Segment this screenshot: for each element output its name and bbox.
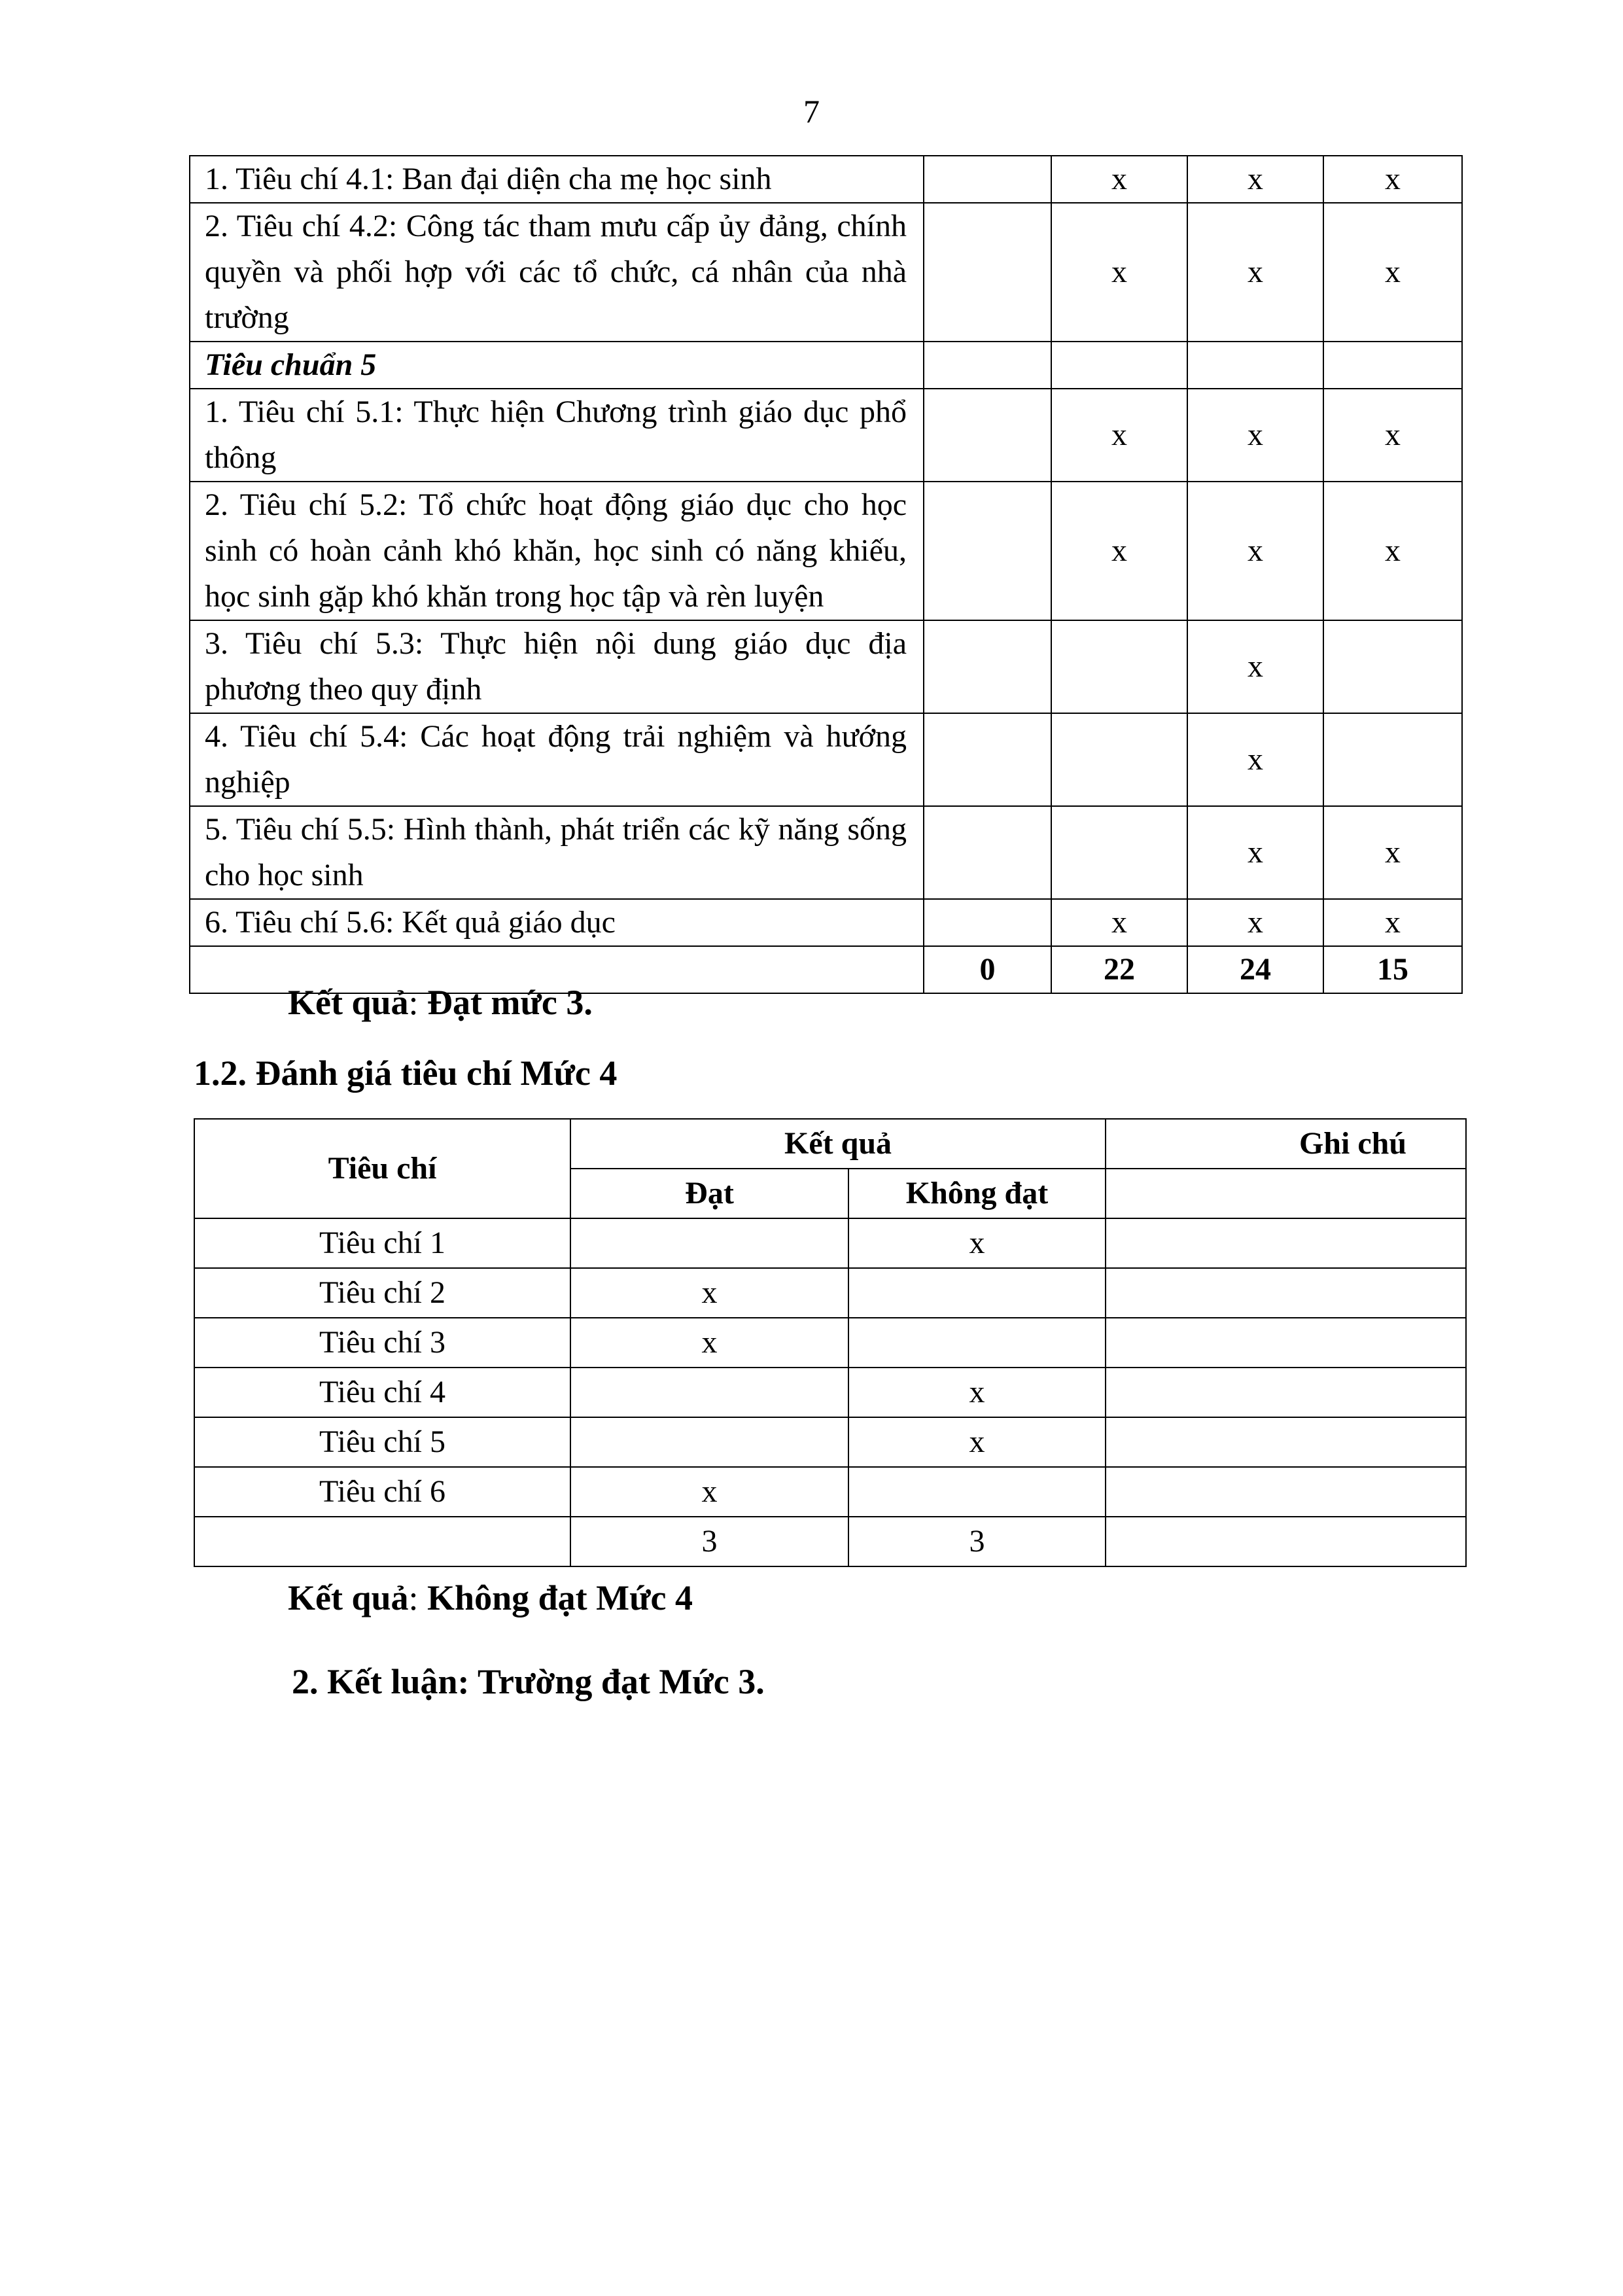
level-cell xyxy=(924,806,1051,899)
table-row xyxy=(194,1218,1466,1268)
table-row xyxy=(190,342,1462,389)
level-cell: x xyxy=(1323,899,1462,946)
total-level-4: 15 xyxy=(1323,946,1462,993)
note-cell xyxy=(1106,1417,1466,1467)
level-cell: x xyxy=(1323,156,1462,203)
result-prefix: Kết quả xyxy=(288,983,409,1022)
criterion-name: Tiêu chí 2 xyxy=(194,1268,570,1318)
note-cell xyxy=(1106,1268,1466,1318)
level-cell: x xyxy=(1051,899,1187,946)
level-cell xyxy=(924,620,1051,713)
level-cell xyxy=(924,899,1051,946)
criterion-label: 1. Tiêu chí 4.1: Ban đại diện cha mẹ học sinh xyxy=(190,156,924,203)
pass-cell: x xyxy=(570,1318,848,1368)
level-cell xyxy=(1323,342,1462,389)
section-heading: 1.2. Đánh giá tiêu chí Mức 4 xyxy=(194,1053,618,1093)
totals-row xyxy=(194,1517,1466,1566)
level-cell xyxy=(1051,342,1187,389)
level-cell: x xyxy=(1323,389,1462,482)
pass-cell: x xyxy=(570,1467,848,1517)
level-cell xyxy=(1187,342,1323,389)
level-cell: x xyxy=(1323,203,1462,342)
result-value: Không đạt Mức 4 xyxy=(418,1578,693,1617)
standard-4-5-evaluation-table xyxy=(189,155,1463,994)
level-cell xyxy=(1051,713,1187,806)
fail-cell xyxy=(848,1318,1106,1368)
totals-label xyxy=(194,1517,570,1566)
level-cell xyxy=(1051,620,1187,713)
total-level-2: 22 xyxy=(1051,946,1187,993)
table-row xyxy=(190,713,1462,806)
level-cell: x xyxy=(1051,203,1187,342)
level-cell: x xyxy=(1187,156,1323,203)
page-number: 7 xyxy=(803,93,820,130)
level-cell: x xyxy=(1187,389,1323,482)
level-cell: x xyxy=(1187,482,1323,620)
pass-header: Đạt xyxy=(570,1169,848,1218)
result-colon: : xyxy=(408,983,419,1022)
result-level-4 xyxy=(288,1577,693,1619)
level-cell xyxy=(924,156,1051,203)
level-cell: x xyxy=(1187,203,1323,342)
criterion-label: 4. Tiêu chí 5.4: Các hoạt động trải nghiệm và hướng nghiệp xyxy=(190,713,924,806)
level-cell xyxy=(924,713,1051,806)
total-level-3: 24 xyxy=(1187,946,1323,993)
table-row xyxy=(190,806,1462,899)
fail-cell xyxy=(848,1467,1106,1517)
fail-cell: x xyxy=(848,1368,1106,1417)
criterion-label: 1. Tiêu chí 5.1: Thực hiện Chương trình giáo dục phổ thông xyxy=(190,389,924,482)
criterion-name: Tiêu chí 5 xyxy=(194,1417,570,1467)
pass-cell: x xyxy=(570,1268,848,1318)
result-header: Kết quả xyxy=(570,1119,1106,1169)
level-cell: x xyxy=(1187,899,1323,946)
note-cell xyxy=(1106,1318,1466,1368)
pass-cell xyxy=(570,1218,848,1268)
table-row xyxy=(190,482,1462,620)
table-row xyxy=(194,1467,1466,1517)
table-row xyxy=(194,1417,1466,1467)
level-4-evaluation-table xyxy=(194,1118,1467,1567)
table-row xyxy=(190,389,1462,482)
criterion-label: 3. Tiêu chí 5.3: Thực hiện nội dung giáo dục địa phương theo quy định xyxy=(190,620,924,713)
fail-cell: x xyxy=(848,1218,1106,1268)
note-cell xyxy=(1106,1218,1466,1268)
level-cell xyxy=(1323,620,1462,713)
pass-cell xyxy=(570,1417,848,1467)
result-prefix: Kết quả xyxy=(288,1578,409,1617)
result-colon: : xyxy=(408,1578,419,1617)
criterion-name: Tiêu chí 6 xyxy=(194,1467,570,1517)
criterion-name: Tiêu chí 3 xyxy=(194,1318,570,1368)
table-row xyxy=(194,1368,1466,1417)
level-cell: x xyxy=(1187,806,1323,899)
level-cell xyxy=(924,342,1051,389)
fail-cell: x xyxy=(848,1417,1106,1467)
table-row xyxy=(194,1268,1466,1318)
criterion-label: 6. Tiêu chí 5.6: Kết quả giáo dục xyxy=(190,899,924,946)
table-row xyxy=(190,203,1462,342)
note-header: Ghi chú xyxy=(1106,1119,1466,1169)
table-row xyxy=(194,1318,1466,1368)
result-value: Đạt mức 3. xyxy=(418,983,593,1022)
table-row xyxy=(190,620,1462,713)
level-cell: x xyxy=(1051,482,1187,620)
criterion-name: Tiêu chí 4 xyxy=(194,1368,570,1417)
level-cell xyxy=(1051,806,1187,899)
level-cell: x xyxy=(1187,713,1323,806)
level-cell xyxy=(924,203,1051,342)
table-row xyxy=(190,899,1462,946)
fail-header: Không đạt xyxy=(848,1169,1106,1218)
criterion-label: 2. Tiêu chí 4.2: Công tác tham mưu cấp ủy đảng, chính quyền và phối hợp với các tổ chức, cá nhân của nhà trường xyxy=(190,203,924,342)
note-cell xyxy=(1106,1169,1466,1218)
total-pass: 3 xyxy=(570,1517,848,1566)
criterion-label: 5. Tiêu chí 5.5: Hình thành, phát triển các kỹ năng sống cho học sinh xyxy=(190,806,924,899)
note-cell xyxy=(1106,1467,1466,1517)
table-row xyxy=(190,156,1462,203)
level-cell xyxy=(924,389,1051,482)
level-cell: x xyxy=(1051,156,1187,203)
note-cell xyxy=(1106,1368,1466,1417)
result-level-3 xyxy=(288,981,593,1023)
level-cell xyxy=(924,482,1051,620)
pass-cell xyxy=(570,1368,848,1417)
criterion-name: Tiêu chí 1 xyxy=(194,1218,570,1268)
conclusion: 2. Kết luận: Trường đạt Mức 3. xyxy=(292,1662,765,1701)
level-cell xyxy=(1323,713,1462,806)
fail-cell xyxy=(848,1268,1106,1318)
standard-heading: Tiêu chuẩn 5 xyxy=(190,342,924,389)
level-cell: x xyxy=(1323,806,1462,899)
total-fail: 3 xyxy=(848,1517,1106,1566)
level-cell: x xyxy=(1187,620,1323,713)
note-cell xyxy=(1106,1517,1466,1566)
criterion-label: 2. Tiêu chí 5.2: Tổ chức hoạt động giáo dục cho học sinh có hoàn cảnh khó khăn, học sinh có năng khiếu, học sinh gặp khó khăn trong học tập và rèn luyện xyxy=(190,482,924,620)
level-cell: x xyxy=(1323,482,1462,620)
criteria-header: Tiêu chí xyxy=(194,1119,570,1218)
level-cell: x xyxy=(1051,389,1187,482)
total-level-1: 0 xyxy=(924,946,1051,993)
